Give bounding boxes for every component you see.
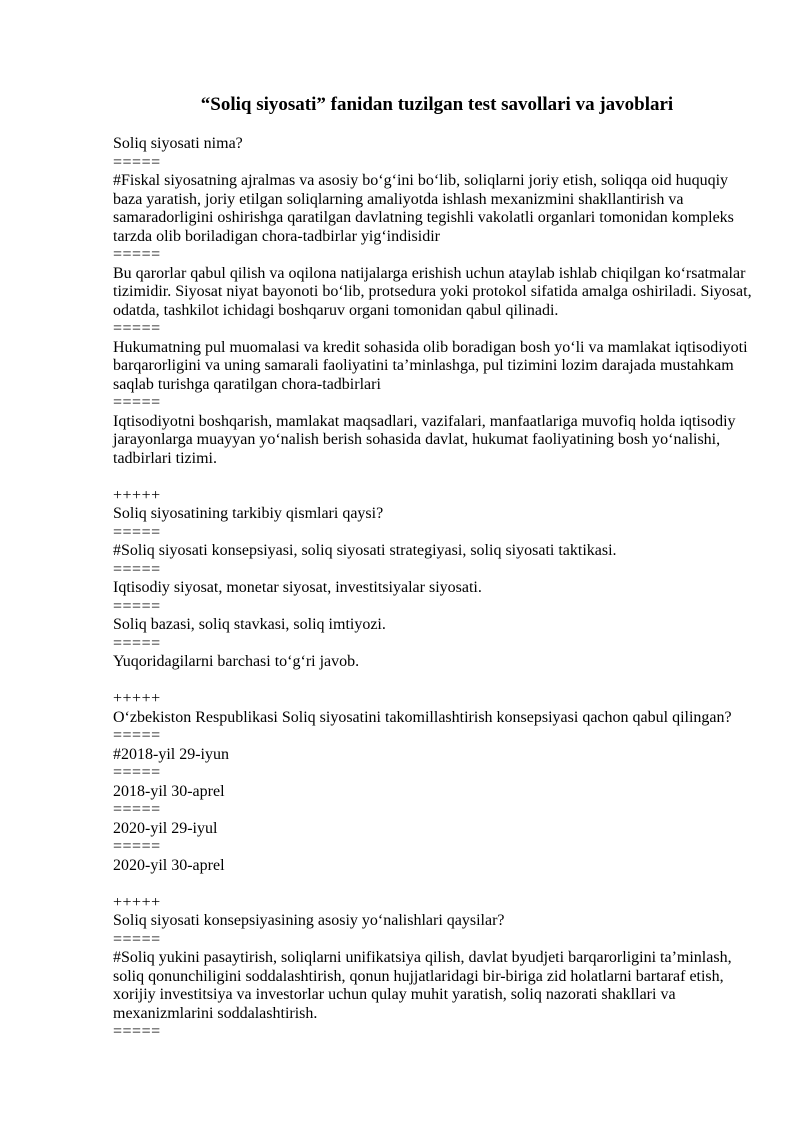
answer-separator: ===== [113, 727, 161, 744]
answer-separator: ===== [113, 634, 161, 652]
question-text: Oʻzbekiston Respublikasi Soliq siyosatini takomillashtirish konsepsiyasi qachon qabul qilingan? [113, 708, 732, 726]
answer-text: Iqtisodiyotni boshqarish, mamlakat maqsadlari, vazifalari, manfaatlariga muvofiq holda iqtisodiy jarayonlarga muayyan yoʻnalish berish sohasida davlat, hukumat faoliyatining bosh yoʻnalishi, tadbirlari tizimi. [113, 412, 736, 467]
answer-separator: ===== [113, 320, 161, 337]
document-title: “Soliq siyosati” fanidan tuzilgan test savollari va javoblari [200, 94, 674, 115]
document-body [113, 135, 761, 1042]
answer-separator: ===== [113, 523, 161, 541]
answer-text: 2018-yil 30-aprel [113, 782, 225, 800]
answer-separator: ===== [113, 394, 161, 411]
answer-text: Yuqoridagilarni barchasi toʻgʻri javob. [113, 653, 360, 670]
answer-text: Soliq bazasi, soliq stavkasi, soliq imtiyozi. [113, 616, 386, 633]
answer-text: #Soliq siyosati konsepsiyasi, soliq siyosati strategiyasi, soliq siyosati taktikasi. [113, 542, 617, 559]
blank-line [113, 468, 761, 487]
answer-separator: ===== [113, 930, 161, 948]
answer-text: #Soliq yukini pasaytirish, soliqlarni unifikatsiya qilish, davlat byudjeti barqarorligini ta’minlash, soliq qonunchiligini soddalashtirish, qonun hujjatlaridagi bir-biriga zid holatlarni bartaraf etish, xorijiy investitsiya va investorlar uchun qulay muhit yaratish, soliq nazorati shakllari va mexanizmlarini soddalashtirish. [113, 949, 732, 1022]
answer-text: #Fiskal siyosatning ajralmas va asosiy boʻgʻini boʻlib, soliqlarni joriy etish, soliqqa oid huquqiy baza yaratish, joriy etilgan soliqlarning amaliyotda ishlash mexanizmini shakllantirish va samaradorligini oshirishga qaratilgan davlatning tegishli vakolatli organlari tomonidan kompleks tarzda olib boriladigan chora-tadbirlar yigʻindisidir [113, 172, 734, 245]
question-separator: +++++ [113, 486, 161, 504]
answer-text: Hukumatning pul muomalasi va kredit sohasida olib boradigan bosh yoʻli va mamlakat iqtisodiyoti barqarorligini va uning samarali faoliyatini ta’minlashga, pul tizimini lozim darajada mustahkam saqlab turishga qaratilgan chora-tadbirlari [113, 338, 748, 393]
answer-separator: ===== [113, 560, 161, 578]
answer-text: Iqtisodiy siyosat, monetar siyosat, investitsiyalar siyosati. [113, 579, 482, 596]
question-text: Soliq siyosatining tarkibiy qismlari qaysi? [113, 505, 384, 522]
answer-separator: ===== [113, 153, 161, 171]
blank-line [113, 672, 761, 691]
answer-separator: ===== [113, 1023, 161, 1040]
answer-separator: ===== [113, 597, 161, 615]
answer-separator: ===== [113, 801, 161, 818]
question-separator: +++++ [113, 690, 161, 707]
answer-text: #2018-yil 29-iyun [113, 745, 229, 763]
answer-text: Bu qarorlar qabul qilish va oqilona natijalarga erishish uchun ataylab ishlab chiqilgan koʻrsatmalar tizimidir. Siyosat niyat bayonoti boʻlib, protsedura yoki protokol sifatida amalga oshiriladi. Siyosat, odatda, tashkilot ichidagi boshqaruv organi tomonidan qabul qilinadi. [113, 264, 752, 319]
answer-separator: ===== [113, 246, 161, 263]
answer-text: 2020-yil 29-iyul [113, 819, 218, 837]
answer-separator: ===== [113, 838, 161, 855]
answer-text: 2020-yil 30-aprel [113, 856, 225, 874]
answer-separator: ===== [113, 764, 161, 781]
question-text: Soliq siyosati konsepsiyasining asosiy yoʻnalishlari qaysilar? [113, 912, 505, 929]
question-separator: +++++ [113, 893, 161, 911]
question-text: Soliq siyosati nima? [113, 135, 243, 152]
blank-line [113, 875, 761, 894]
